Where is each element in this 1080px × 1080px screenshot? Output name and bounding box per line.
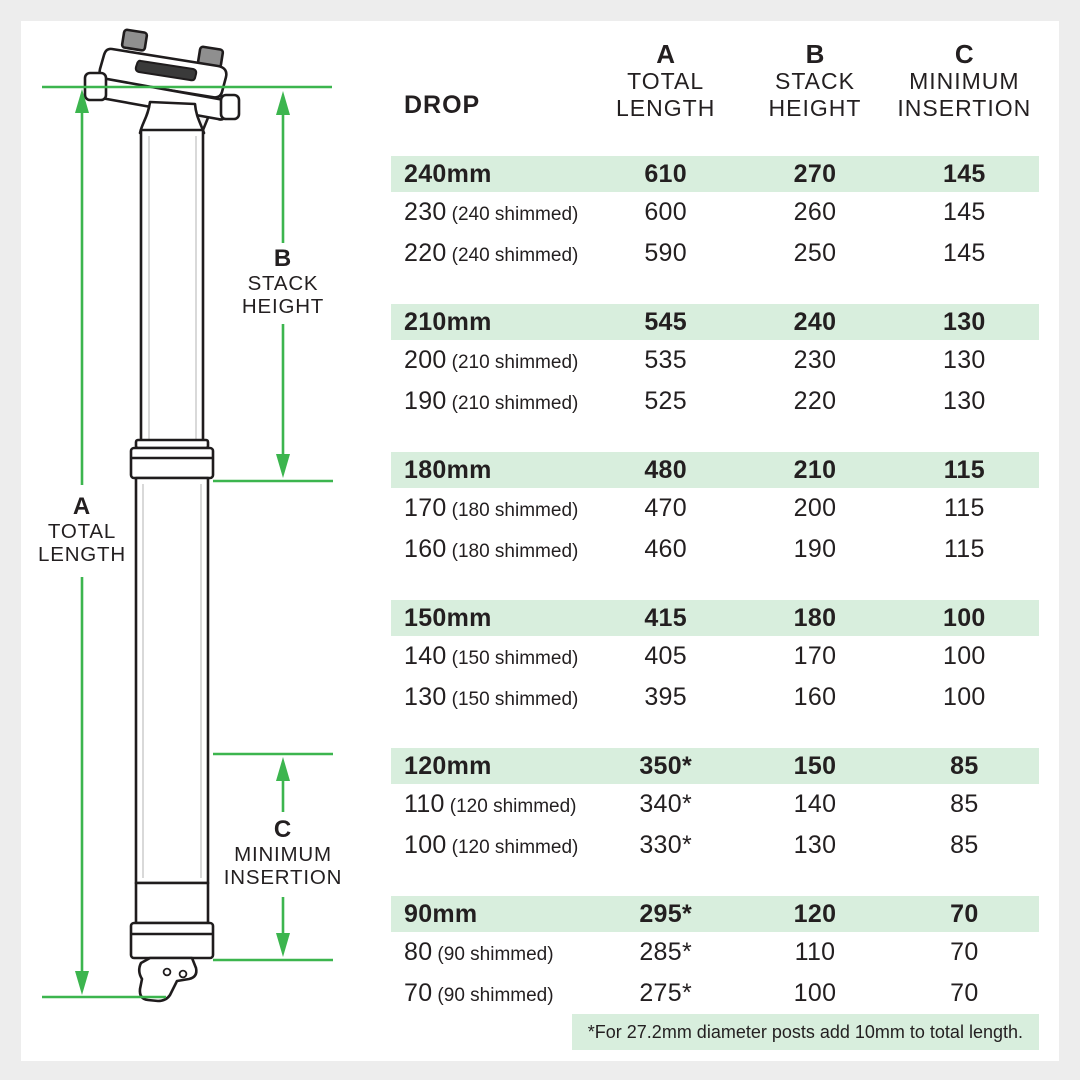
spec-group [391,896,1039,1014]
collar [131,448,213,478]
cell-drop [391,233,591,276]
dim-a-word-2: LENGTH [38,543,126,566]
lower-band [136,883,208,923]
table-header [391,38,1039,122]
drop-group-header-row [391,748,1039,784]
cell-stack-height: 150 [793,752,837,780]
actuator-lever [139,958,196,1001]
cell-total-length: 600 [644,198,687,226]
drop-group-header-row [391,600,1039,636]
cell-total-length: 340* [639,790,692,818]
cell-min-insertion: 130 [943,308,986,336]
cell-stack-height: 140 [793,790,837,818]
cell-min-insertion: 70 [950,979,979,1007]
footnote-text: *For 27.2mm diameter posts add 10mm to total length. [587,1021,1023,1042]
drop-value: 170 [404,494,447,522]
cell-stack-height: 200 [793,494,837,522]
cell-drop [391,932,591,975]
cell-stack-height: 260 [793,198,837,226]
cell-min-insertion: 85 [950,752,979,780]
drop-note: (120 shimmed) [449,796,577,817]
cell-total-length: 350* [639,752,692,780]
cell-min-insertion: 100 [943,683,986,711]
drop-value: 80 [404,938,433,966]
lever-hole [180,971,187,978]
cell-drop [391,192,591,235]
cell-total-length: 295* [639,900,692,928]
table-row [391,233,1039,274]
cell-stack-height: 120 [793,900,837,928]
seatpost-body [131,130,213,1001]
cell-min-insertion: 115 [943,494,985,522]
footnote-bar [572,1014,1039,1050]
arrowhead-c-down [276,933,290,957]
cell-stack-height: 180 [793,604,837,632]
cell-min-insertion: 85 [950,790,979,818]
drop-value: 130 [404,683,447,711]
dim-a-letter: A [72,493,92,520]
table-row [391,381,1039,422]
cell-min-insertion: 115 [943,535,985,563]
table-row [391,340,1039,381]
column-word: INSERTION [897,95,1032,121]
seatpost-diagram [0,0,380,1080]
cell-drop: 90mm [404,900,478,928]
cell-stack-height: 240 [793,308,837,336]
cell-total-length: 330* [639,831,692,859]
drop-note: (210 shimmed) [451,352,579,373]
dim-b-word-1: STACK [247,272,319,295]
cell-min-insertion: 85 [950,831,979,859]
cell-stack-height: 230 [793,346,837,374]
column-header-minimum-insertion [890,41,1039,122]
drop-group-header-row [391,156,1039,192]
table-row [391,488,1039,529]
dim-b-letter: B [273,245,293,272]
cell-stack-height: 270 [793,160,837,188]
cell-drop: 180mm [404,456,492,484]
table-row [391,932,1039,973]
cell-total-length: 470 [644,494,687,522]
drop-value: 230 [404,198,447,226]
cell-drop: 210mm [404,308,492,336]
cell-drop: 240mm [404,160,492,188]
column-header-total-length [591,41,740,122]
cell-total-length: 460 [644,535,687,563]
cell-drop [391,825,591,868]
column-letter-c: C [954,39,974,69]
drop-note: (150 shimmed) [451,648,579,669]
drop-note: (150 shimmed) [451,689,579,710]
drop-value: 70 [404,979,433,1007]
arrowhead-b-down [276,454,290,478]
column-letter-b: B [805,39,825,69]
spec-group [391,304,1039,422]
drop-value: 190 [404,387,447,415]
cell-total-length: 395 [644,683,687,711]
cell-stack-height: 110 [794,938,836,966]
cell-total-length: 275* [639,979,692,1007]
saddle-clamp-head [85,29,239,134]
column-header-stack-height [740,41,889,122]
lever-hole [164,969,171,976]
cell-drop: 150mm [404,604,492,632]
arrowhead-c-up [276,757,290,781]
table-row [391,825,1039,866]
cell-drop [391,381,591,424]
upper-tube [141,130,203,446]
cell-min-insertion: 145 [943,160,986,188]
drop-value: 200 [404,346,447,374]
cell-min-insertion: 130 [943,346,986,374]
cell-drop [391,784,591,827]
drop-note: (120 shimmed) [451,837,579,858]
cell-drop [391,636,591,679]
drop-group-header-row [391,304,1039,340]
cell-min-insertion: 100 [943,604,986,632]
cell-stack-height: 220 [793,387,837,415]
drop-note: (240 shimmed) [451,204,579,225]
dim-b-word-2: HEIGHT [241,295,325,318]
cell-min-insertion: 70 [950,938,979,966]
drop-column-header: DROP [404,91,481,119]
column-word: HEIGHT [768,95,862,121]
cell-min-insertion: 130 [943,387,986,415]
dim-c-word-2: INSERTION [223,866,343,889]
cell-min-insertion: 145 [943,239,986,267]
cell-drop [391,340,591,383]
drop-note: (90 shimmed) [437,944,554,965]
column-word: LENGTH [616,95,716,121]
cell-stack-height: 160 [793,683,837,711]
drop-value: 140 [404,642,447,670]
cell-total-length: 480 [644,456,687,484]
spec-group [391,452,1039,570]
table-row [391,677,1039,718]
cell-stack-height: 100 [793,979,837,1007]
drop-group-header-row [391,896,1039,932]
bottom-collar [131,923,213,958]
cell-drop [391,529,591,572]
table-row [391,784,1039,825]
table-row [391,529,1039,570]
cell-stack-height: 210 [793,456,837,484]
drop-group-header-row [391,452,1039,488]
cell-drop [391,973,591,1016]
cell-drop [391,488,591,531]
table-row [391,636,1039,677]
table-row [391,973,1039,1014]
rail-end-right [221,95,239,119]
cell-total-length: 610 [644,160,687,188]
dim-a-word-1: TOTAL [47,520,117,543]
cell-total-length: 535 [644,346,687,374]
spec-group [391,600,1039,718]
cell-total-length: 405 [644,642,687,670]
cell-min-insertion: 115 [943,456,985,484]
table-body [391,156,1039,1044]
drop-value: 220 [404,239,447,267]
clamp-bolt-left [122,29,148,50]
cell-total-length: 545 [644,308,687,336]
cell-stack-height: 250 [793,239,837,267]
drop-value: 110 [404,790,445,818]
cell-min-insertion: 100 [943,642,986,670]
dim-c-word-1: MINIMUM [234,843,332,866]
column-word: STACK [775,68,855,94]
lower-tube [136,478,208,883]
cell-total-length: 590 [644,239,687,267]
cell-drop [391,677,591,720]
table-row [391,192,1039,233]
drop-value: 100 [404,831,447,859]
arrowhead-b-up [276,91,290,115]
cell-total-length: 415 [644,604,687,632]
dim-c-letter: C [273,816,293,843]
column-word: MINIMUM [909,68,1020,94]
column-letter-a: A [656,39,676,69]
drop-note: (180 shimmed) [451,541,579,562]
cell-min-insertion: 70 [950,900,979,928]
cell-drop: 120mm [404,752,492,780]
drop-note: (90 shimmed) [437,985,554,1006]
cell-total-length: 525 [644,387,687,415]
arrowhead-a-down [75,971,89,995]
head-neck [140,102,204,133]
cell-stack-height: 170 [793,642,837,670]
drop-note: (210 shimmed) [451,393,579,414]
drop-note: (240 shimmed) [451,245,579,266]
spec-group [391,748,1039,866]
cell-stack-height: 190 [793,535,837,563]
spec-group [391,156,1039,274]
cell-min-insertion: 145 [943,198,986,226]
drop-value: 160 [404,535,447,563]
column-word: TOTAL [627,68,705,94]
cell-total-length: 285* [639,938,692,966]
drop-note: (180 shimmed) [451,500,579,521]
cell-stack-height: 130 [793,831,837,859]
